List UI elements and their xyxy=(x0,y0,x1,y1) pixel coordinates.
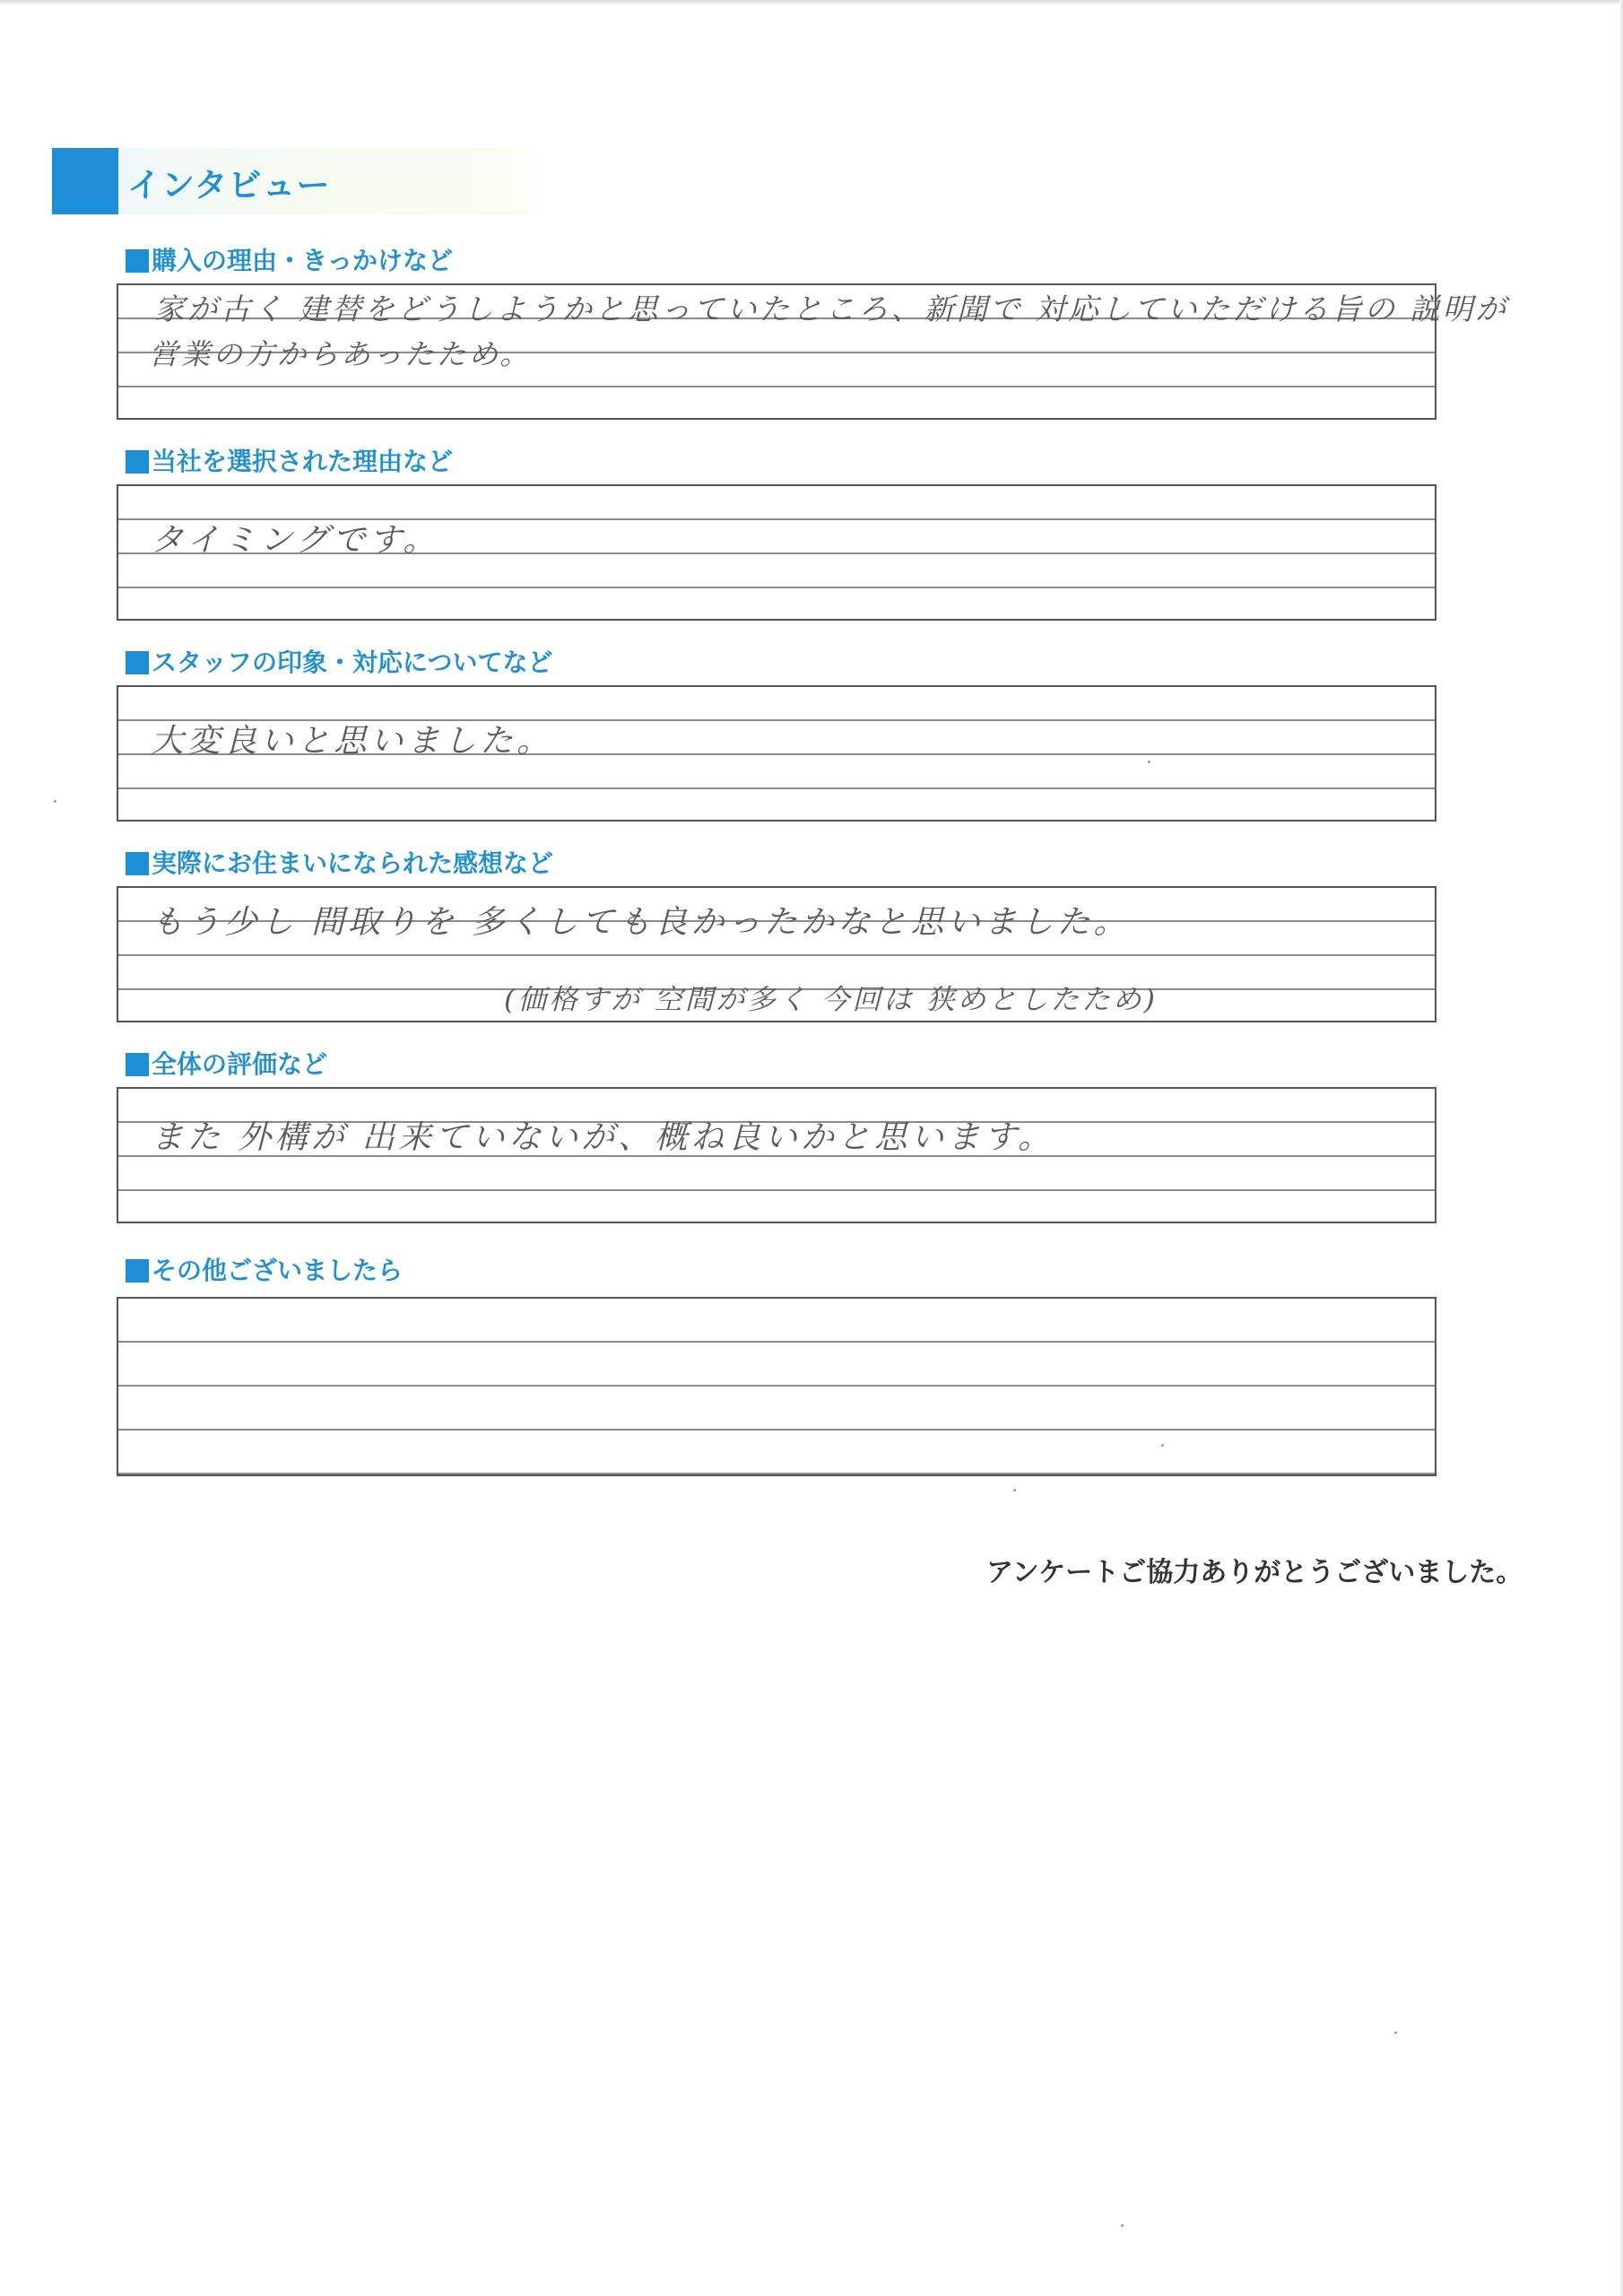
page-title: インタビュー xyxy=(127,166,331,204)
answer-box xyxy=(117,886,1436,1022)
section-title-label: その他ございましたら xyxy=(152,1256,404,1285)
section-title xyxy=(126,246,453,276)
scan-edge-top xyxy=(0,0,1623,5)
header-square-icon xyxy=(52,148,118,214)
section-overall-evaluation xyxy=(117,1049,1436,1225)
handwritten-answer-line: 家が古く 建替をどうしようかと思っていたところ、新聞で 対応していただける旨の 説明が xyxy=(154,291,1509,326)
scan-edge-right xyxy=(1619,0,1623,2296)
section-title-label: 実際にお住まいになられた感想など xyxy=(152,848,554,878)
answer-box xyxy=(117,685,1436,822)
square-bullet-icon xyxy=(126,1053,149,1076)
answer-box xyxy=(117,1297,1436,1476)
answer-box xyxy=(117,283,1509,420)
section-title xyxy=(126,1256,403,1286)
square-bullet-icon xyxy=(126,852,149,875)
section-title xyxy=(126,848,553,879)
handwritten-answer-line: タイミングです。 xyxy=(151,522,440,559)
answer-box xyxy=(117,1087,1436,1223)
thanks-message: アンケートご協力ありがとうございました。 xyxy=(986,1557,1523,1588)
section-staff-impression xyxy=(117,648,1436,823)
section-title-label: スタッフの印象・対応についてなど xyxy=(152,648,553,677)
square-bullet-icon xyxy=(126,651,149,674)
scan-speck xyxy=(1161,1444,1164,1447)
scan-speck xyxy=(1148,761,1150,763)
square-bullet-icon xyxy=(126,249,149,273)
square-bullet-icon xyxy=(126,450,149,474)
answer-box xyxy=(117,484,1436,621)
section-title xyxy=(126,447,453,477)
scan-speck xyxy=(1121,2224,1124,2227)
section-title xyxy=(126,1049,327,1080)
section-living-impression xyxy=(117,848,1436,1028)
handwritten-answer-line: もう少し 間取りを 多くしても良かったかなと思いました。 xyxy=(151,904,1131,941)
section-company-choice-reason xyxy=(117,447,1436,622)
section-other-comments xyxy=(117,1256,1436,1480)
section-title-label: 当社を選択された理由など xyxy=(152,447,454,476)
scan-speck xyxy=(54,800,56,803)
scan-speck xyxy=(1013,1489,1016,1492)
section-title xyxy=(126,648,552,678)
section-title-label: 購入の理由・きっかけなど xyxy=(152,246,454,275)
section-title-label: 全体の評価など xyxy=(152,1049,328,1079)
handwritten-answer-line: 営業の方からあったため。 xyxy=(149,337,532,371)
square-bullet-icon xyxy=(126,1259,149,1283)
handwritten-answer-line: また 外構が 出来ていないが、概ね良いかと思います。 xyxy=(151,1119,1055,1156)
handwritten-answer-line: 大変良いと思いました。 xyxy=(151,723,553,760)
scan-speck xyxy=(1394,2031,1397,2034)
handwritten-answer-note: (価格すが 空間が多く 今回は 狭めとしたため) xyxy=(504,984,1159,1016)
section-purchase-reason xyxy=(117,246,1509,422)
